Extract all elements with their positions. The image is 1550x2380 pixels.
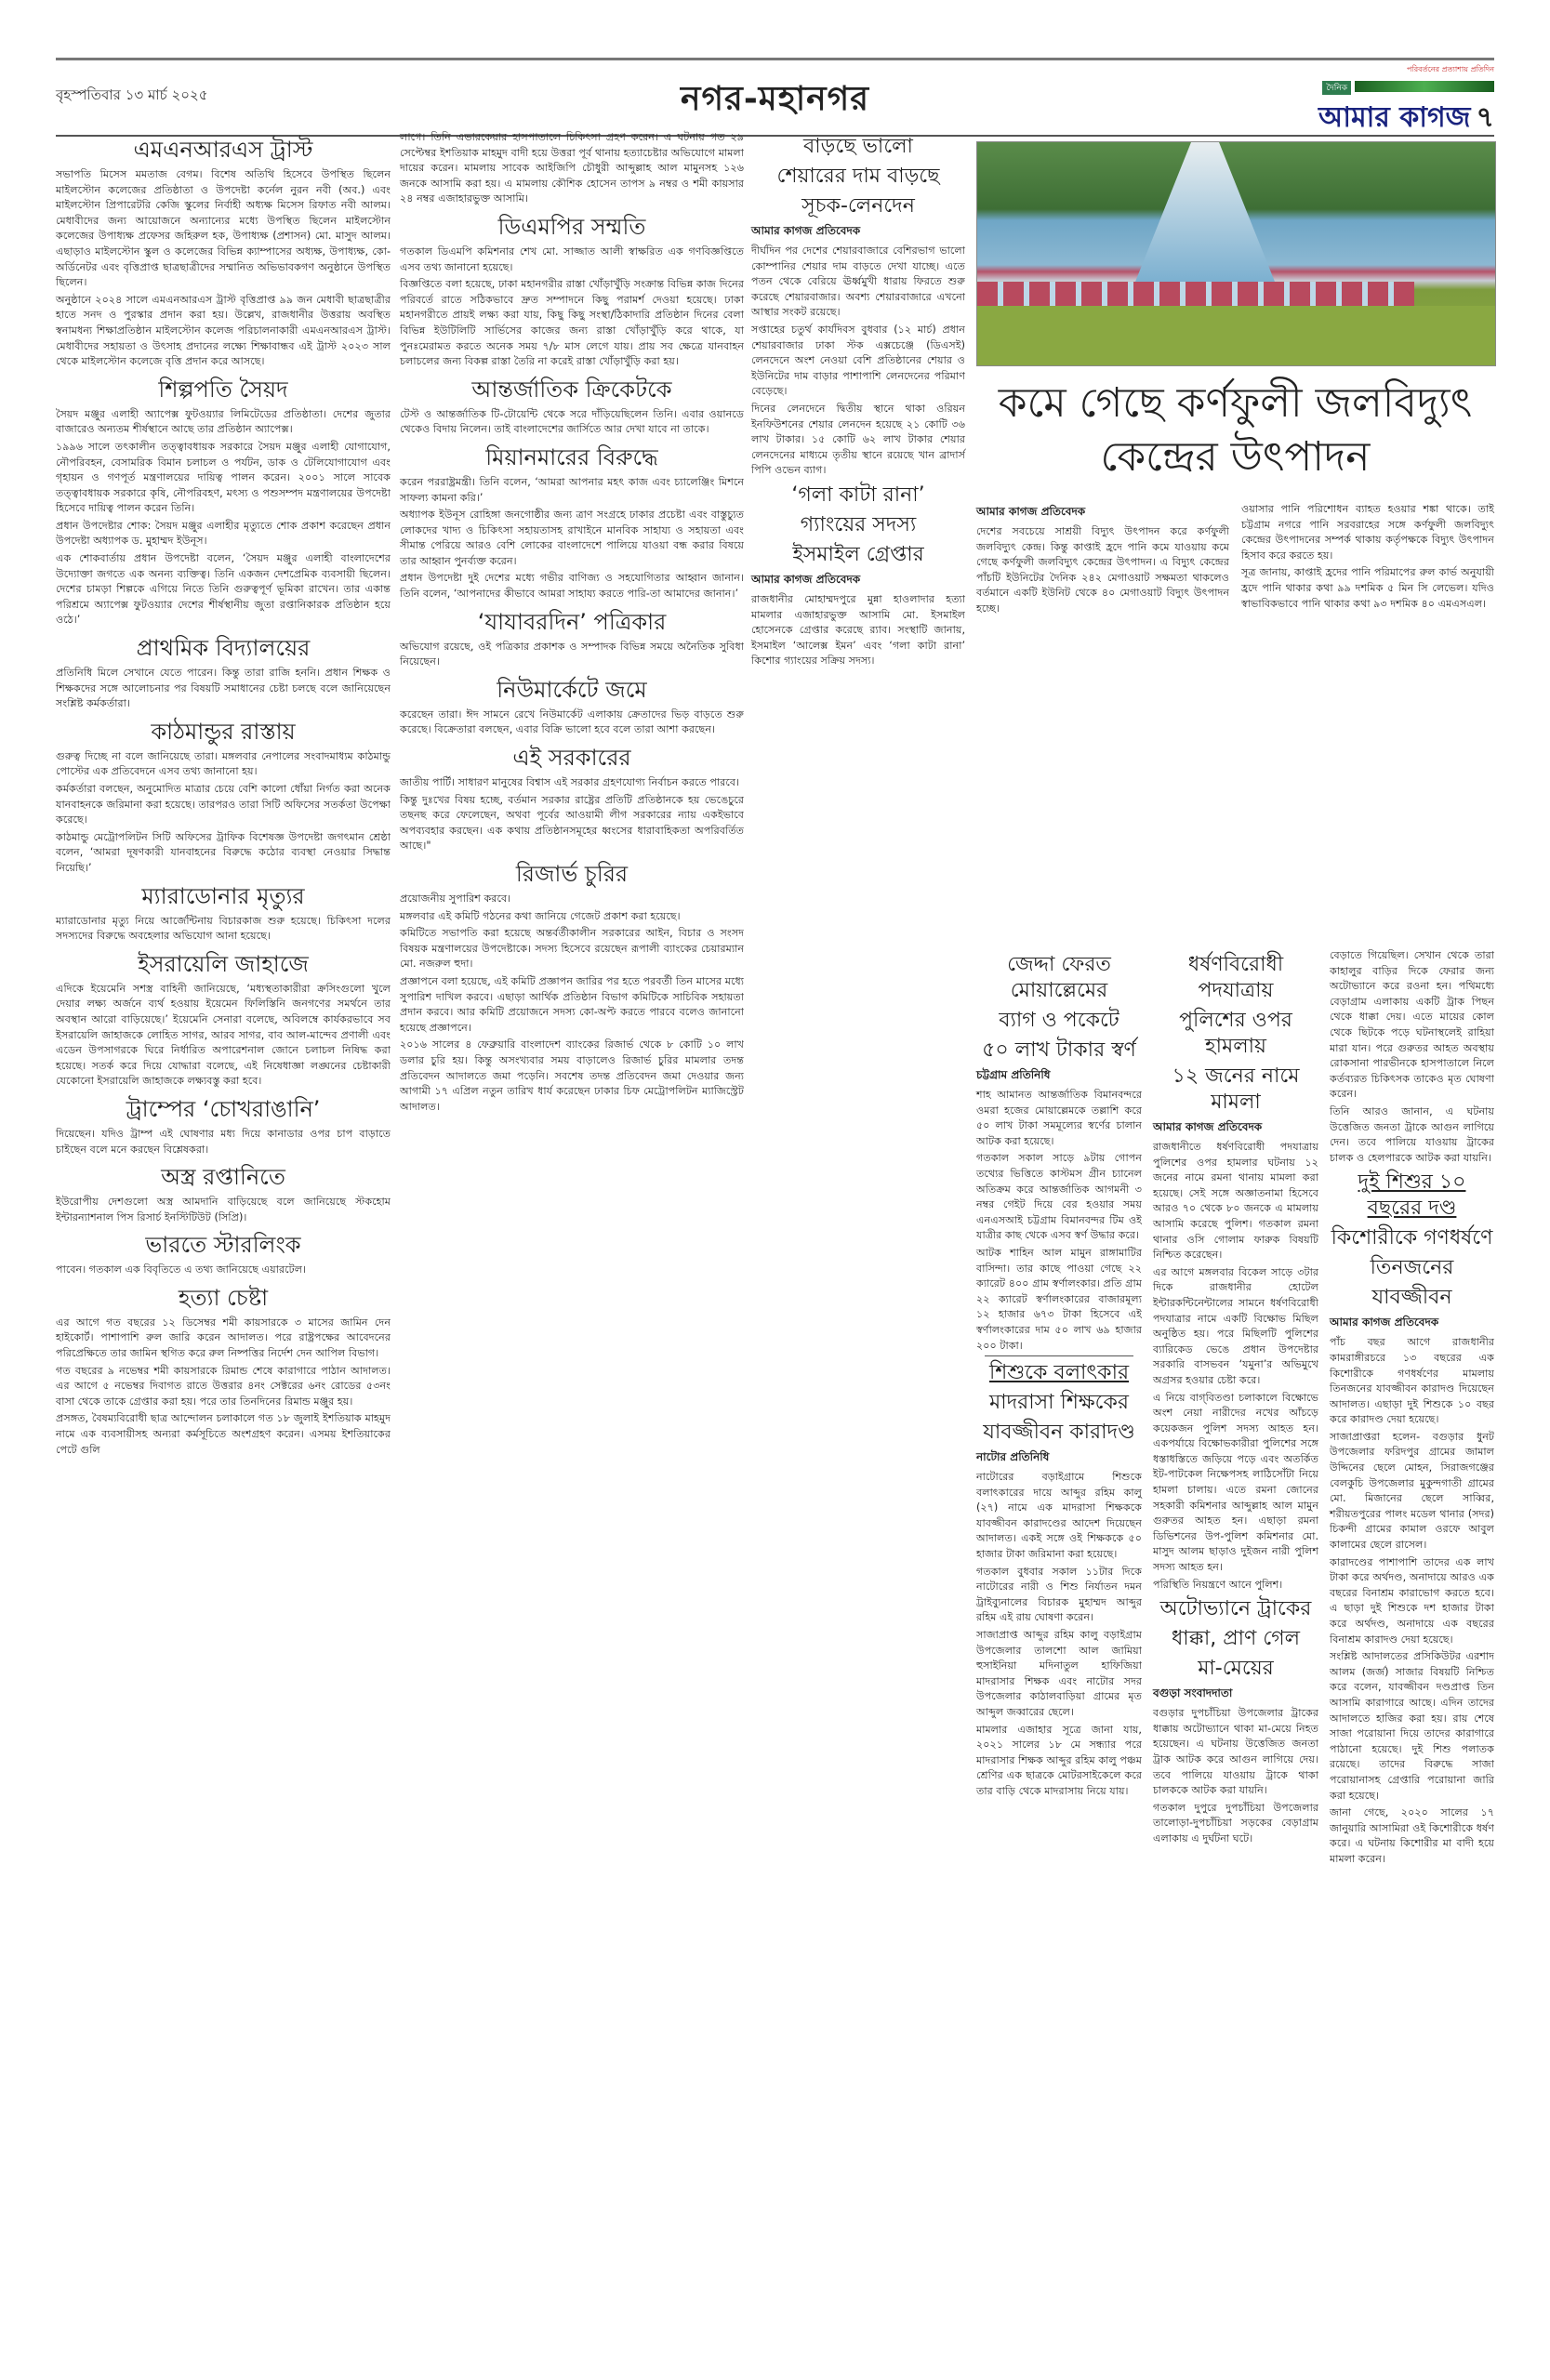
article-heading: ডিএমপির সম্মতি [497, 213, 646, 240]
article-text: পাঁচ বছর আগে রাজধানীর কামরাঙ্গীরচরে ১৩ বছরের এক কিশোরীকে গণধর্ষণের মামলায় তিনজনের যাবজ্জীবন কারাদণ্ড দিয়েছেন আদালত। এছাড়া দুই শিশুকে ১০ বছর করে কারাদণ্ড দেয়া হয়েছে। [1330, 1336, 1494, 1426]
gold-story [976, 948, 1142, 1802]
article-text: শাহ আমানত আন্তর্জাতিক বিমানবন্দরে ওমরা হজের মোয়াল্লেমকে তল্লাশি করে ৫০ লাখ টাকা সমমূল্যের স্বর্ণের চালান আটক করা হয়েছে। [976, 1089, 1142, 1147]
article-heading: এই সরকারের [512, 745, 631, 772]
article-text: অনুষ্ঠানে ২০২৪ সালে এমএনআরএস ট্রাস্ট বৃত্তিপ্রাপ্ত ৯৯ জন মেধাবী ছাত্রছাত্রীর হাতে সনদ ও পুরস্কার প্রদান করা হয়। উল্লেখ, রাজধানীর উত্তরায় অবস্থিত স্বনামধন্য শিক্ষাপ্রতিষ্ঠান মাইলস্টোন কলেজ পরিচালনাকারী এমএনআরএস ট্রাস্ট। মেধাবীদের সহায়তা ও উৎসাহ প্রদানের লক্ষ্যে শিক্ষাবান্ধব এই ট্রাস্ট ২০২৩ সাল থেকে মাইলস্টোন কলেজে বৃত্তি প্রদান করে আসছে। [56, 293, 391, 368]
share-headline-line1: বাড়ছে ভালো [803, 135, 913, 158]
article-heading: ইসরায়েলি জাহাজে [138, 950, 309, 977]
gangrape-kicker [1330, 1170, 1494, 1222]
article-heading: আন্তর্জাতিক ক্রিকেটকে [471, 376, 672, 403]
article-text: পাবেন। গতকাল এক বিবৃতিতে এ তথ্য জানিয়েছে এয়ারটেল। [56, 1263, 307, 1276]
masthead [56, 58, 1494, 137]
share-headline-line3: সূচক-লেনদেন [801, 194, 915, 218]
grass-graphic [977, 306, 1495, 365]
lead-headline-line2: কেন্দ্রের উৎপাদন [1100, 433, 1371, 481]
article-text: প্রতিনিধি মিলে সেখানে যেতে পারেন। কিন্তু তারা রাজি হননি। প্রধান শিক্ষক ও শিক্ষকদের সঙ্গে আলোচনার পর বিষয়টি সমাধানের চেষ্টা চলছে বলে জানিয়েছেন সংশ্লিষ্ট কর্মকর্তারা। [56, 667, 391, 710]
byline: আমার কাগজ প্রতিবেদক [976, 505, 1086, 518]
article-text: দিয়েছেন। যদিও ট্রাম্প এই ঘোষণার মধ্য দিয়ে কানাডার ওপর চাপ বাড়াতে চাইছেন বলে মনে করছেন বিশ্লেষকরা। [56, 1127, 391, 1156]
article-text: মামলার এজাহার সূত্রে জানা যায়, ২০২১ সালের ১৮ মে সন্ধ্যার পরে মাদরাসার শিক্ষক আব্দুর রহিম কালু পঞ্চম শ্রেণির এক ছাত্রকে মোটরসাইকেলে করে তার বাড়ি থেকে মাদরাসায় নিয়ে যায়। [976, 1723, 1142, 1797]
police-headline-line3: ১২ জনের নামে মামলা [1172, 1064, 1300, 1114]
article-heading: শিল্পপতি সৈয়দ [158, 376, 288, 403]
article-text: সংশ্লিষ্ট আদালতের প্রসিকিউটর এরশাদ আলম (জর্জ) সাজার বিষয়টি নিশ্চিত করে বলেন, যাবজ্জীবন দণ্ডপ্রাপ্ত তিন আসামি কারাগারে আছে। এদিন তাদের আদালতে হাজির করা হয়। রায় শেষে সাজা পরোয়ানা দিয়ে তাদের কারাগারে পাঠানো হয়েছে। দুই শিশু পলাতক রয়েছে। তাদের বিরুদ্ধে সাজা পরোয়ানাসহ গ্রেপ্তারি পরোয়ানা জারি করা হয়েছে। [1330, 1650, 1494, 1802]
article-text: প্রসঙ্গত, বৈষম্যবিরোধী ছাত্র আন্দোলন চলাকালে গত ১৮ জুলাই ইশতিয়াক মাহমুদ নামে এক ব্যবসায়ীসহ অন্যরা কর্মসূচিতে অংশগ্রহণ করেন। এসময় ইশতিয়াকের পেটে গুলি [56, 1412, 391, 1456]
article-heading: ‘যাযাবরদিন’ পত্রিকার [477, 608, 667, 635]
article-heading: ম্যারাডোনার মৃত্যুর [141, 882, 305, 909]
madrasa-kicker-text: শিশুকে বলাৎকার [988, 1361, 1130, 1385]
article-text: আটক শাহিন আল মামুন রাঙ্গামাটির বাসিন্দা। তার কাছে পাওয়া গেছে ২২ ক্যারেট ৪০০ গ্রাম স্বর্ণালংকার। প্রতি গ্রাম ২২ ক্যারেট স্বর্ণালংকারের বাজারমূল্য ১২ হাজার ৬৭৩ টাকা হিসেবে এই স্বর্ণালংকারের দাম ৫০ লাখ ৬৯ হাজার ২০০ টাকা। [976, 1246, 1142, 1352]
article-text: সাজাপ্রাপ্ত আব্দুর রহিম কালু বড়াইগ্রাম উপজেলার তালশো আল জামিয়া হুসাইনিয়া মদিনাতুল হাফিজিয়া মাদরাসার শিক্ষক এবং নাটোর সদর উপজেলার কাঠালবাড়িয়া গ্রামের মৃত আব্দুল জব্বারের ছেলে। [976, 1629, 1142, 1718]
madrasa-kicker [976, 1360, 1142, 1386]
article-text: এর আগে গত বছরের ১২ ডিসেম্বর শমী কায়সারকে ৩ মাসের জামিন দেন হাইকোর্ট। পাশাপাশি রুল জারি করেন আদালত। পরে রাষ্ট্রপক্ষের আবেদনের পরিপ্রেক্ষিতে তার জামিন স্থগিত করে রুল নিষ্পত্তির নির্দেশ দেন আপিল বিভাগ। [56, 1316, 391, 1360]
article-text: মঙ্গলবার এই কমিটি গঠনের কথা জানিয়ে গেজেট প্রকাশ করা হয়েছে। [400, 909, 681, 922]
gold-headline-line2: ব্যাগ ও পকেটে [999, 1009, 1119, 1032]
gangrape-kicker-text: দুই শিশুর ১০ বছরের দণ্ড [1358, 1170, 1466, 1221]
article-text: দিনের লেনদেনে দ্বিতীয় স্থানে থাকা ওরিয়ন ইনফিউশনের শেয়ার লেনদেন হয়েছে ২১ কোটি ৩৬ লাখ টাকার। ১৫ কোটি ৬২ লাখ টাকার শেয়ার লেনদেনের মাধ্যমে তৃতীয় স্থানে রয়েছে খান ব্রাদার্স পিপি ওভেন ব্যাগ। [751, 402, 965, 477]
issue-date: বৃহস্পতিবার ১৩ মার্চ ২০২৫ [56, 86, 208, 103]
article-text: করেছেন তারা। ঈদ সামনে রেখে নিউমার্কেট এলাকায় ক্রেতাদের ভিড় বাড়তে শুরু করেছে। বিক্রেতারা বলছেন, এবার বিক্রি ভালো হবে বলে তারা আশা করছেন। [400, 707, 744, 736]
madrasa-headline-line2: যাবজ্জীবন কারাদণ্ড [983, 1421, 1135, 1445]
article-text: সূত্র জানায়, কাপ্তাই হ্রদের পানি পরিমাপের রুল কার্ভ অনুযায়ী হ্রদে পানি থাকার কথা ৯৯ দশমিক ৫ মিন সি লেভেল। যদিও স্বাভাবিকভাবে পানি থাকার কথা ৯৩ দশমিক ৪০ এমএসএল। [1241, 566, 1494, 610]
article-text: ২০১৬ সালের ৪ ফেব্রুয়ারি বাংলাদেশ ব্যাংকের রিজার্ভ থেকে ৮ কোটি ১০ লাখ ডলার চুরি হয়। কিন্তু অসংখ্যবার সময় বাড়ালেও রিজার্ভ চুরির মামলার তদন্ত প্রতিবেদন আদালতে জমা পড়েনি। সবশেষ তদন্ত প্রতিবেদন জমা দেওয়ার জন্য আগামী ১৭ এপ্রিল নতুন তারিখ ধার্য করেছেন ঢাকার চিফ মেট্রোপলিটন ম্যাজিস্ট্রেট আদালত। [400, 1038, 744, 1113]
section-title: নগর-মহানগর [680, 80, 870, 118]
autovan-headline-line3: মা-মেয়ের [1198, 1657, 1274, 1681]
article-text: কারাদণ্ডের পাশাপাশি তাদের এক লাখ টাকা করে অর্থদণ্ড, অনাদায়ে আরও এক বছরের বিনাশ্রম কারাভোগ করতে হবে। এ ছাড়া দুই শিশুকে দশ হাজার টাকা করে অর্থদণ্ড, অনাদায়ে এক বছরের বিনাশ্রম কারাদণ্ড দেয়া হয়েছে। [1330, 1555, 1494, 1646]
column-a [56, 130, 391, 1460]
article-heading: ভারতে স্টারলিংক [145, 1232, 301, 1259]
lead-headline [976, 377, 1494, 484]
article-text: ইউরোপীয় দেশগুলো অস্ত্র আমদানি বাড়িয়েছে বলে জানিয়েছে স্টকহোম ইন্টারন্যাশনাল পিস রিসার্চ ইনস্টিটিউট (সিপ্রি)। [56, 1196, 391, 1223]
police-headline-line2: পুলিশের ওপর হামলায় [1179, 1009, 1292, 1058]
gangrape-headline-line1: কিশোরীকে গণধর্ষণে [1331, 1226, 1493, 1250]
article-text: গতকাল সকাল সাড়ে ৯টায় গোপন তথ্যের ভিত্তিতে কাস্টমস গ্রীন চ্যানেল অতিক্রম করে আন্তর্জাতিক আগমনী ৩ নম্বর গেইট দিয়ে বের হওয়ার সময় এনএসআই চট্টগ্রাম বিমানবন্দর টিম ওই যাত্রীর কাছ থেকে এসব স্বর্ণ উদ্ধার করে। [976, 1152, 1142, 1242]
river-graphic [1135, 142, 1275, 282]
article-heading: এমএনআরএস ট্রাস্ট [133, 137, 313, 163]
article-text: গত বছরের ৯ নভেম্বর শমী কায়সারকে রিমান্ড শেষে কারাগারে পাঠান আদালত। এর আগে ৫ নভেম্বর দিবাগত রাতে উত্তরার ৪নং সেক্টরের ৬নং রোডের ৫৩নং বাসা থেকে তাকে গ্রেপ্তার করা হয়। পরে তার তিনদিনের রিমান্ড মঞ্জুর হয়। [56, 1364, 391, 1408]
police-headline-line1: ধর্ষণবিরোধী পদযাত্রায় [1187, 953, 1284, 1002]
article-heading: রিজার্ভ চুরির [515, 861, 629, 887]
column-c [751, 130, 965, 671]
article-text: বেড়াতে গিয়েছিল। সেখান থেকে তারা কাহালুর বাড়ির দিকে ফেরার জন্য অটোভ্যানে করে রওনা হন। পথিমধ্যে বেড়াগ্রাম এলাকায় একটি ট্রাক পিছন থেকে ধাক্কা দেয়। এতে মায়ের কোল থেকে ছিটকে পড়ে ঘটনাস্থলেই রাহিয়া মারা যান। পরে গুরুতর আহত অবস্থায় রোকসানা পারভীনকে হাসপাতালে নিলে কর্তব্যরত চিকিৎসক তাকেও মৃত ঘোষণা করেন। [1330, 949, 1494, 1101]
article-text: সপ্তাহের চতুর্থ কার্যদিবস বুধবার (১২ মার্চ) প্রধান শেয়ারবাজার ঢাকা স্টক এক্সচেঞ্জে (ডিএসই) লেনদেনে অংশ নেওয়া বেশি প্রতিষ্ঠানের শেয়ার ও ইউনিটের দাম বাড়ার পাশাপাশি লেনদেনের পরিমাণ বেড়েছে। [751, 323, 965, 398]
article-text: গতকাল ডিএমপি কমিশনার শেখ মো. সাজ্জাত আলী স্বাক্ষরিত এক গণবিজ্ঞপ্তিতে এসব তথ্য জানানো হয়েছে। [400, 245, 744, 273]
byline: আমার কাগজ প্রতিবেদক [751, 224, 861, 237]
article-text: লাগে। তিনি এভারকেয়ার হাসপাতালে চিকিৎসা গ্রহণ করেন। এ ঘটনায় গত ২৯ সেপ্টেম্বর ইশতিয়াক মাহমুদ বাদী হয়ে উত্তরা পূর্ব থানায় হত্যাচেষ্টার অভিযোগে মামলা দায়ের করেন। মামলায় সাবেক আইজিপি চৌধুরী আব্দুল্লাহ আল মামুনসহ ১২৬ জনকে আসামি করা হয়। এ মামলায় কৌশিক হোসেন তাপস ৯ নম্বর ও শমী কায়সার ২৪ নম্বর এজাহারভুক্ত আসামি। [400, 131, 744, 205]
article-text: এ নিয়ে বাগ্‌বিতণ্ডা চলাকালে বিক্ষোভে অংশ নেয়া নারীদের নখের আঁচড়ে কয়েকজন পুলিশ সদস্য আহত হন। একপর্যায়ে বিক্ষোভকারীরা পুলিশের সঙ্গে ধস্তাধস্তিতে জড়িয়ে পড়ে এবং অতর্কিত ইট-পাটকেল নিক্ষেপসহ লাঠিসোঁটা নিয়ে হামলা চালায়। এতে রমনা জোনের সহকারী কমিশনার আব্দুল্লাহ আল মামুন গুরুতর আহত হন। এছাড়া রমনা ডিভিশনের উপ-পুলিশ কমিশনার মো. মাসুদ আলম ছাড়াও দুইজন নারী পুলিশ সদস্য আহত হন। [1153, 1391, 1318, 1574]
article-text: রাজধানীতে ধর্ষণবিরোধী পদযাত্রায় পুলিশের ওপর হামলার ঘটনায় ১২ জনের নামে রমনা থানায় মামলা করা হয়েছে। সেই সঙ্গে অজ্ঞাতনামা হিসেবে আরও ৭০ থেকে ৮০ জনকে এ মামলায় আসামি করেছে পুলিশ। গতকাল রমনা থানার ওসি গোলাম ফারুক বিষয়টি নিশ্চিত করেছেন। [1153, 1141, 1318, 1262]
article-text: অভিযোগ রয়েছে, ওই পত্রিকার প্রকাশক ও সম্পাদক বিভিন্ন সময়ে অনৈতিক সুবিধা নিয়েছেন। [400, 640, 744, 668]
spillway-graphic [977, 282, 1414, 306]
gangrape-headline-line3: যাবজ্জীবন [1371, 1286, 1452, 1310]
article-text: বিজ্ঞপ্তিতে বলা হয়েছে, ঢাকা মহানগরীর রাস্তা খোঁড়াখুঁড়ি সংক্রান্ত বিভিন্ন কাজ দিনের পরিবর্তে রাতে সঠিকভাবে দ্রুত সম্পাদনে কিছু পরামর্শ দেওয়া হয়েছে। ঢাকা মহানগরীতে প্রায়ই লক্ষ্য করা যায়, কিছু কিছু সংস্থা/ঠিকাদারি প্রতিষ্ঠান দিনের বেলা বিভিন্ন ইউটিলিটি সার্ভিসের কাজের জন্য রাস্তা খোঁড়াখুঁড়ি করে থাকে, যা পুনঃমেরামত করতে অনেক সময় ৭/৮ মাস লেগে যায়। প্রায় সব ক্ষেত্রে যানবাহন চলাচলের জন্য বিকল্প রাস্তা তৈরি না করেই রাস্তা খোঁড়াখুঁড়ি করা হয়। [400, 278, 744, 368]
gangrape-headline-line2: তিনজনের [1370, 1256, 1454, 1280]
article-text: করেন পররাষ্ট্রমন্ত্রী। তিনি বলেন, ‘আমরা আপনার মহৎ কাজ এবং চ্যালেঞ্জিং মিশনে সাফল্য কামনা করি।’ [400, 475, 744, 504]
byline: আমার কাগজ প্রতিবেদক [751, 572, 861, 586]
article-text: দীর্ঘদিন পর দেশের শেয়ারবাজারে বেশিরভাগ ভালো কোম্পানির শেয়ার দাম বাড়তে দেখা যাচ্ছে। এতে পতন থেকে বেরিয়ে ঊর্ধ্বমুখী ধারায় ফিরতে শুরু করেছে শেয়ারবাজার। অবশ্য শেয়ারবাজারে এখনো আস্থার সংকট রয়েছে। [751, 245, 965, 319]
article-text: জানা গেছে, ২০২০ সালের ১৭ জানুয়ারি আসামিরা ওই কিশোরীকে ধর্ষণ করে। এ ঘটনায় কিশোরীর মা বাদী হয়ে মামলা করেন। [1330, 1806, 1494, 1865]
byline: চট্টগ্রাম প্রতিনিধি [976, 1068, 1051, 1081]
article-text: এক শোকবার্তায় প্রধান উপদেষ্টা বলেন, ‘সৈয়দ মঞ্জুর এলাহী বাংলাদেশের উদ্যোক্তা জগতে এক অনন্য ব্যক্তিত্ব। তিনি একজন দেশপ্রেমিক ব্যবসায়ী ছিলেন। দেশের চামড়া শিল্পকে এগিয়ে নিতে তিনি গুরুত্বপূর্ণ ভূমিকা রাখেন। তার একান্ত পরিশ্রমে অ্যাপেক্স ফুটওয়্যার দেশের শীর্ষস্থানীয় জুতা রপ্তানিকারক প্রতিষ্ঠান হয়ে ওঠে।’ [56, 552, 391, 627]
article-text: ১৯৯৬ সালে তৎকালীন তত্ত্বাবধায়ক সরকারে সৈয়দ মঞ্জুর এলাহী যোগাযোগ, নৌপরিবহন, বেসামরিক বিমান চলাচল ও পর্যটন, ডাক ও টেলিযোগাযোগ এবং গৃহায়ন ও গণপূর্ত মন্ত্রণালয়ের দায়িত্ব পালন করেন। ২০০১ সালে সাবেক তত্ত্বাবধায়ক সরকারে কৃষি, নৌপরিবহণ, মৎস্য ও পশুসম্পদ মন্ত্রণালয়ের উপদেষ্টা হিসেবে দায়িত্ব পালন করেন তিনি। [56, 440, 391, 515]
madrasa-headline-line1: মাদরাসা শিক্ষকের [988, 1391, 1129, 1415]
article-text: সৈয়দ মঞ্জুর এলাহী অ্যাপেক্স ফুটওয়্যার লিমিটেডের প্রতিষ্ঠাতা। দেশের জুতার বাজারেও অন্যতম শীর্ষস্থানে আছে তার প্রতিষ্ঠান অ্যাপেক্স। [56, 407, 391, 436]
page-number: ৭ [1476, 101, 1494, 134]
article-text: গতকাল দুপুরে দুপচাঁচিয়া উপজেলার তালোড়া-দুপচাঁচিয়া সড়কের বেড়াগ্রাম এলাকায় এ দুর্ঘটনা ঘটে। [1153, 1801, 1318, 1844]
article-text: প্রজ্ঞাপনে বলা হয়েছে, এই কমিটি প্রজ্ঞাপন জারির পর হতে পরবর্তী তিন মাসের মধ্যে সুপারিশ দাখিল করবে। এছাড়া আর্থিক প্রতিষ্ঠান বিভাগ কমিটিকে সাচিবিক সহায়তা প্রদান করবে। আর কমিটি প্রয়োজনে সদস্য কো-অপ্ট করতে পারবে বলেও জানানো হয়েছে প্রজ্ঞাপনে। [400, 974, 744, 1034]
police-story [1153, 948, 1318, 1849]
article-text: তিনি আরও জানান, এ ঘটনায় উত্তেজিত জনতা ট্রাকে আগুন লাগিয়ে দেন। তবে পালিয়ে যাওয়ায় ট্রাকের চালক ও হেলপারকে আটক করা যায়নি। [1330, 1104, 1494, 1164]
article-text: টেস্ট ও আন্তর্জাতিক টি-টোয়েন্টি থেকে সরে দাঁড়িয়েছিলেন তিনি। এবার ওয়ানডে থেকেও বিদায় নিলেন। তাই বাংলাদেশের জার্সিতে আর দেখা যাবে না তাকে। [400, 407, 744, 436]
gangrape-story [1330, 948, 1494, 1870]
article-heading: মিয়ানমারের বিরুদ্ধে [485, 443, 658, 470]
article-text: গতকাল বুধবার সকাল ১১টার দিকে নাটোরের নারী ও শিশু নির্যাতন দমন ট্রাইব্যুনালের বিচারক মুহাম্মদ আব্দুর রহিম এই রায় ঘোষণা করেন। [976, 1565, 1142, 1624]
brand-name: আমার কাগজ [1318, 101, 1471, 134]
byline: আমার কাগজ প্রতিবেদক [1330, 1316, 1439, 1329]
column-b [400, 130, 744, 1117]
newspaper-page [56, 0, 1494, 2380]
article-text: কর্মকর্তারা বলছেন, অনুমোদিত মাত্রার চেয়ে বেশি কালো ধোঁয়া নির্গত করা অনেক যানবাহনকে জরিমানা করা হয়েছে। তারপরও তারা সিটি অফিসের সতর্কতা উপেক্ষা করেছে। [56, 783, 391, 826]
article-heading: নিউমার্কেটে জমে [497, 676, 647, 703]
lead-headline-line1: কমে গেছে কর্ণফুলী জলবিদ্যুৎ [998, 379, 1473, 427]
byline: আমার কাগজ প্রতিবেদক [1153, 1120, 1263, 1133]
article-text: অধ্যাপক ইউনূস রোহিঙ্গা জনগোষ্ঠীর জন্য ত্রাণ সংগ্রহে ঢাকার প্রচেষ্টা এবং বাস্তুচ্যুত লোকদের খাদ্য ও চিকিৎসা সহায়তাসহ রাখাইনে মানবিক সাহায্য ও সহায়তা এবং সীমান্ত পেরিয়ে আরও বেশি লোকের বাংলাদেশে পালিয়ে যাওয়া বন্ধ করার বিষয়ে তার আহ্বান পুনর্ব্যক্ত করেন। [400, 509, 744, 567]
rana-headline-line2: গ্যাংয়ের সদস্য [800, 512, 917, 536]
article-text: প্রধান উপদেষ্টার শোক: সৈয়দ মঞ্জুর এলাহীর মৃত্যুতে শোক প্রকাশ করেছেন প্রধান উপদেষ্টা অধ্যাপক ড. মুহাম্মদ ইউনূস। [56, 519, 391, 548]
article-text: জাতীয় পার্টি। সাধারণ মানুষের বিশ্বাস এই সরকার গ্রহণযোগ্য নির্বাচন করতে পারবে। [400, 776, 740, 789]
article-text: প্রধান উপদেষ্টা দুই দেশের মধ্যে গভীর বাণিজ্য ও সহযোগিতার আহ্বান জানান। তিনি বলেন, ‘আপনাদের কীভাবে আমরা সাহায্য করতে পারি-তা আমাদের জানান।’ [400, 572, 744, 601]
byline: বগুড়া সংবাদদাতা [1153, 1686, 1233, 1700]
article-heading: ট্রাম্পের ‘চোখরাঙানি’ [126, 1095, 321, 1122]
article-text: এর আগে মঙ্গলবার বিকেল সাড়ে ৩টার দিকে রাজধানীর হোটেল ইন্টারকন্টিনেন্টালের সামনে ধর্ষণবিরোধী পদযাত্রার নামে একটি বিক্ষোভ মিছিল অনুষ্ঠিত হয়। পরে মিছিলটি পুলিশের ব্যারিকেড ভেঙে প্রধান উপদেষ্টার সরকারি বাসভবন ‘যমুনা’র অভিমুখে অগ্রসর হওয়ার চেষ্টা করে। [1153, 1265, 1318, 1386]
article-text: ওয়াসার পানি পরিশোধন ব্যাহত হওয়ার শঙ্কা থাকে। তাই চট্টগ্রাম নগরে পানি সরবরাহের সঙ্গে কর্ণফুলী জলবিদ্যুৎ কেন্দ্রের উৎপাদনের সম্পর্ক থাকায় কর্তৃপক্ষকে বিদ্যুৎ উৎপাদন হিসাব করে করতে হয়। [1241, 503, 1494, 562]
lead-body-left [976, 502, 1229, 619]
article-text: বগুড়ার দুপচাঁচিয়া উপজেলার ট্রাকের ধাক্কায় অটোভ্যানে থাকা মা-মেয়ে নিহত হয়েছেন। এ ঘটনায় উত্তেজিত জনতা ট্রাক আটক করে আগুন লাগিয়ে দেয়। তবে পালিয়ে যাওয়ায় ট্রাকে থাকা চালককে আটক করা যায়নি। [1153, 1707, 1318, 1797]
article-text: সভাপতি মিসেস মমতাজ বেগম। বিশেষ অতিথি হিসেবে উপস্থিত ছিলেন মাইলস্টোন কলেজের প্রতিষ্ঠাতা ও উপদেষ্টা কর্নেল নুরন নবী (অব.) এবং মাইলস্টোন প্রিপারেটরি কেজি স্কুলের নির্বাহী অধ্যক্ষ মিসেস রিফাত নবী আলম। মেধাবীদের জন্য আয়োজনে অন্যান্যের মধ্যে উপস্থিত ছিলেন মাইলস্টোন কলেজের উপাধ্যক্ষ প্রফেসর জহিরুল হক, উপাধ্যক্ষ (প্রশাসন) মো. মাসুদ আলম। এছাড়াও মাইলস্টোন স্কুল ও কলেজের বিভিন্ন ক্যাম্পাসের অধ্যক্ষ, উপাধ্যক্ষ, কো-অর্ডিনেটর এবং বৃত্তিপ্রাপ্ত ছাত্রছাত্রীদের সম্মানিত অভিভাবকগণ অনুষ্ঠানে উপস্থিত ছিলেন। [56, 168, 391, 289]
article-text: পরিস্থিতি নিয়ন্ত্রণে আনে পুলিশ। [1153, 1578, 1283, 1591]
article-heading: প্রাথমিক বিদ্যালয়ের [136, 635, 311, 662]
byline: নাটোর প্রতিনিধি [976, 1450, 1050, 1464]
rana-headline-line3: ইসমাইল গ্রেপ্তার [792, 542, 924, 566]
forest-graphic-icon [1355, 81, 1494, 92]
article-heading: অস্ত্র রপ্তানিতে [161, 1164, 285, 1191]
share-headline-line2: শেয়ারের দাম বাড়ছে [776, 165, 940, 188]
article-text: ম্যারাডোনার মৃত্যু নিয়ে আর্জেন্টিনায় বিচারকাজ শুরু হয়েছে। চিকিৎসা দলের সদস্যদের বিরুদ্ধে অবহেলার অভিযোগ আনা হয়েছে। [56, 914, 391, 943]
gold-headline-line3: ৫০ লাখ টাকার স্বর্ণ [982, 1038, 1136, 1062]
lead-body-right [1241, 502, 1494, 614]
article-text: গুরুত্ব দিচ্ছে না বলে জানিয়েছে তারা। মঙ্গলবার নেপালের সংবাদমাধ্যম কাঠমান্ডু পোস্টের এক প্রতিবেদনে এসব তথ্য জানানো হয়। [56, 749, 391, 778]
article-text: কিন্তু দুঃখের বিষয় হচ্ছে, বর্তমান সরকার রাষ্ট্রের প্রতিটি প্রতিষ্ঠানকে হয় ভেঙেচুরে তছনছ করে ফেলেছেন, অথবা পূর্বের আওয়ামী লীগ সরকারের ন্যায় একইভাবে অপব্যবহার করছেন। এক কথায় প্রতিষ্ঠানসমূহের ধ্বংসের ধারাবাহিকতা অপরিবর্তিত আছে।" [400, 793, 744, 853]
dam-photo [976, 141, 1496, 366]
article-heading: হত্যা চেষ্টা [178, 1284, 269, 1311]
brand-daily: দৈনিক [1322, 81, 1351, 95]
article-text: দেশের সবচেয়ে সাশ্রয়ী বিদ্যুৎ উৎপাদন করে কর্ণফুলী জলবিদ্যুৎ কেন্দ্র। কিন্তু কাপ্তাই হ্রদে পানি কমে যাওয়ায় কমে গেছে কর্ণফুলী জলবিদ্যুৎ কেন্দ্রের উৎপাদন। এ বিদ্যুৎ কেন্দ্রের পাঁচটি ইউনিটের দৈনিক ২৪২ মেগাওয়াট সক্ষমতা থাকলেও বর্তমানে একটি ইউনিট থেকে ৪০ মেগাওয়াট বিদ্যুৎ উৎপাদন হচ্ছে। [976, 525, 1229, 615]
autovan-headline-line1: অটোভ্যানে ট্রাকের [1159, 1597, 1312, 1621]
rana-headline-line1: ‘গলা কাটা রানা’ [791, 483, 925, 507]
article-text: রাজধানীর মোহাম্মদপুরে মুন্না হাওলাদার হত্যা মামলার এজাহারভুক্ত আসামি মো. ইসমাইল হোসেনকে গ্রেপ্তার করেছে র‍্যাব। সংস্থাটি জানায়, ইসমাইল ‘আলেক্স ইমন’ এবং ‘গলা কাটা রানা’ কিশোর গ্যাংয়ের সক্রিয় সদস্য। [751, 592, 965, 668]
autovan-headline-line2: ধাক্কা, প্রাণ গেল [1171, 1627, 1301, 1651]
article-text: নাটোরের বড়াইগ্রামে শিশুকে বলাৎকারের দায়ে আব্দুর রহিম কালু (২৭) নামে এক মাদরাসা শিক্ষককে যাবজ্জীবন কারাদণ্ডের আদেশ দিয়েছেন আদালত। একই সঙ্গে ওই শিক্ষককে ৫০ হাজার টাকা জরিমানা করা হয়েছে। [976, 1471, 1142, 1561]
brand-tagline: পরিবর্তনের প্রত্যাশায় প্রতিদিন [1407, 65, 1494, 73]
gold-headline-line1: জেদ্দা ফেরত মোয়াল্লেমের [1007, 953, 1111, 1002]
article-text: এদিকে ইয়েমেনি সশস্ত্র বাহিনী জানিয়েছে, ‘মধ্যস্থতাকারীরা ক্রসিংগুলো খুলে দেয়ার লক্ষ্য অর্জনে ব্যর্থ হওয়ায় ইয়েমেন ফিলিস্তিনি জনগণের সমর্থনে তার অবস্থান আরো বাড়িয়েছে।’ ইয়েমেনি সেনারা বলেছে, অবিলম্বে কার্যকরভাবে সব ইসরায়েলি জাহাজকে লোহিত সাগর, আরব সাগর, বাব আল-মান্দেব প্রণালী এবং এডেন উপসাগরকে ঘিরে নির্ধারিত অপারেশনাল জোনে চলাচল নিষিদ্ধ করা হয়েছে। সতর্ক করে দিয়ে যোদ্ধারা বলেছে, এই নিষেধাজ্ঞা লঙ্ঘনের চেষ্টাকারী যেকোনো ইসরায়েলি জাহাজকে লক্ষ্যবস্তু করা হবে। [56, 982, 391, 1088]
brand-logo [1252, 64, 1494, 134]
article-heading: কাঠমান্ডুর রাস্তায় [151, 718, 296, 745]
article-text: প্রয়োজনীয় সুপারিশ করবে। [400, 892, 511, 905]
article-text: কমিটিতে সভাপতি করা হয়েছে অন্তর্বর্তীকালীন সরকারের আইন, বিচার ও সংসদ বিষয়ক মন্ত্রণালয়ের উপদেষ্টাকে। সদস্য হিসেবে রয়েছেন রূপালী ব্যাংকের চেয়ারম্যান মো. নজরুল হুদা। [400, 927, 744, 971]
article-text: সাজাপ্রাপ্তরা হলেন- বগুড়ার ধুনট উপজেলার ফরিদপুর গ্রামের জামাল উদ্দিনের ছেলে মোহন, সিরাজগঞ্জের বেলকুচি উপজেলার মুকুন্দগাতী গ্রামের মো. মিজানের ছেলে সাব্বির, শরীয়তপুরের পালং মডেল থানার (সদর) চিকন্দী গ্রামের কামাল ওরফে আবুল কালামের ছেলে রাসেল। [1330, 1430, 1494, 1552]
divider [985, 1355, 1133, 1356]
article-text: কাঠমান্ডু মেট্রোপলিটন সিটি অফিসের ট্রাফিক বিশেষজ্ঞ উপদেষ্টা জগৎমান শ্রেষ্ঠা বলেন, ‘আমরা দূষণকারী যানবাহনের বিরুদ্ধে কঠোর ব্যবস্থা নেওয়ার সিদ্ধান্ত নিয়েছি।’ [56, 830, 391, 874]
